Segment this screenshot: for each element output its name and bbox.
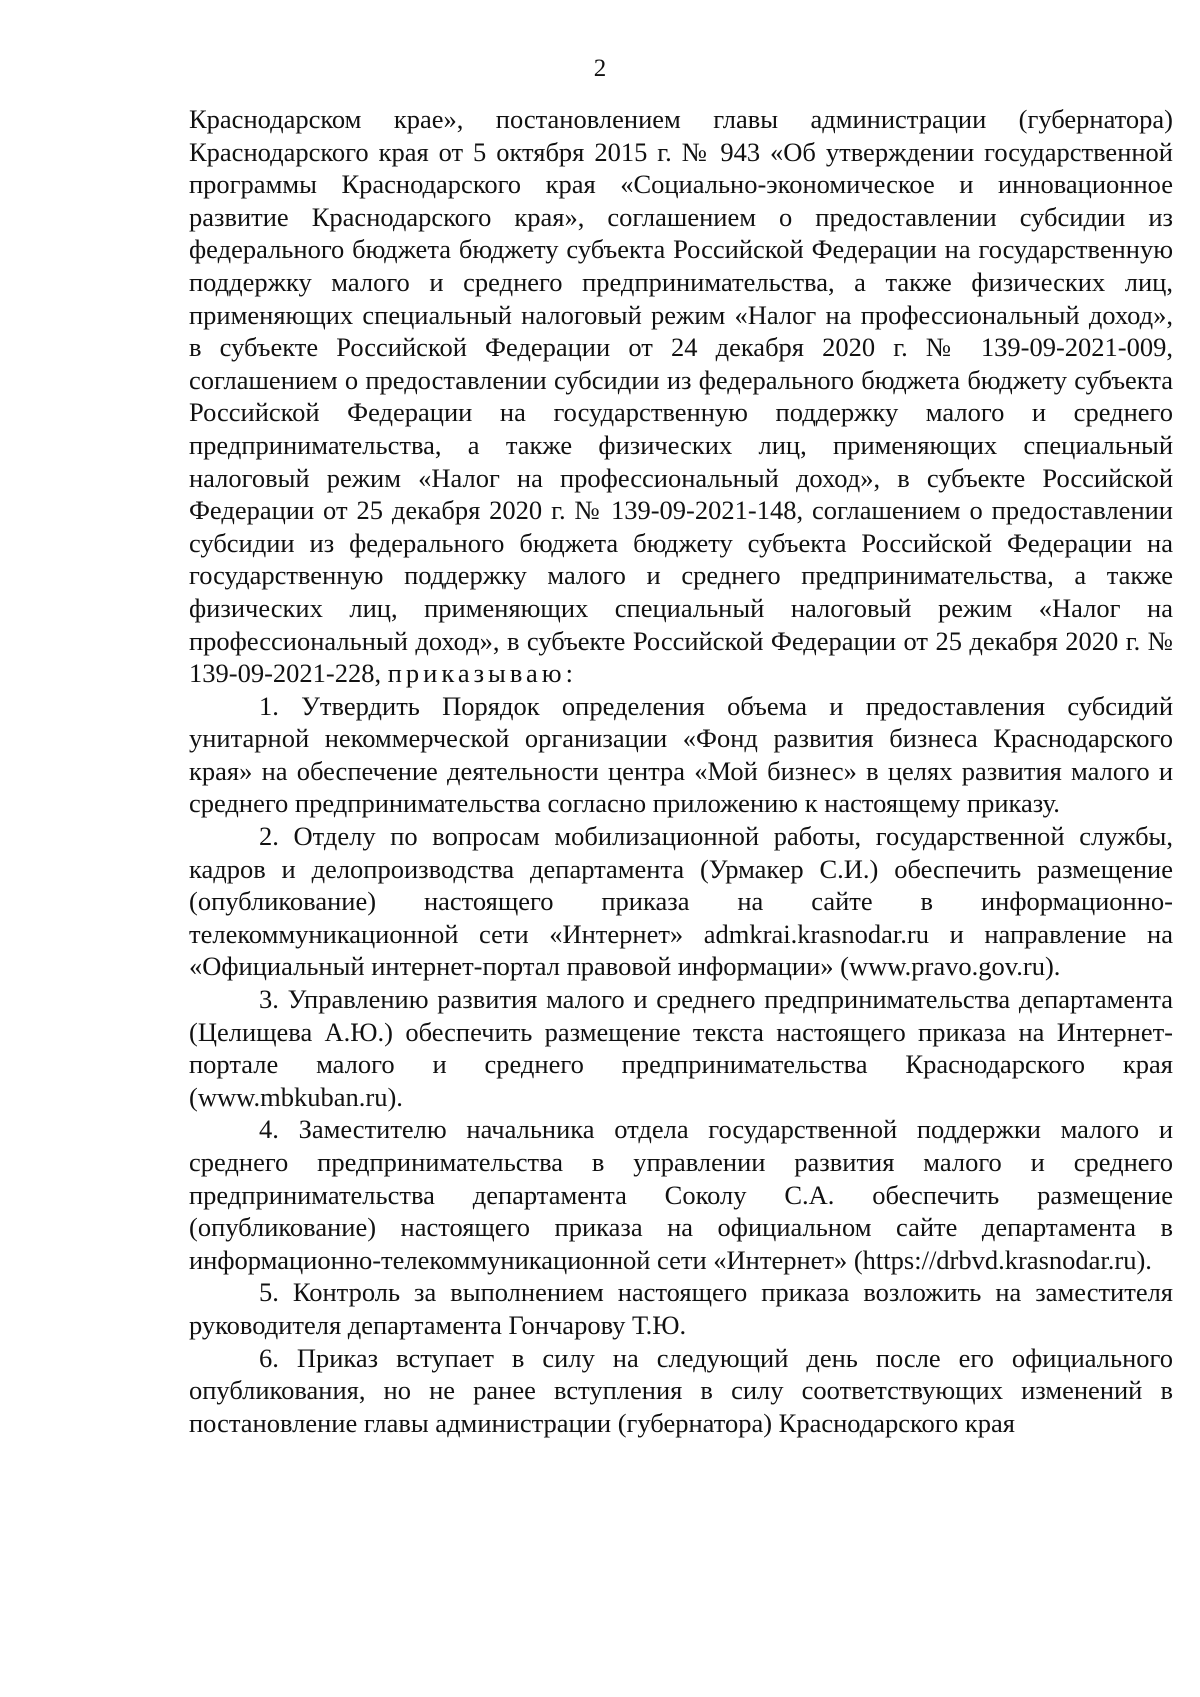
order-word: приказываю: (387, 658, 577, 689)
intro-text: Краснодарском крае», постановлением главы администрации (губернатора) Краснодарского края от 5 октября 2015 г. № 943 «Об утверждении государственной программы Краснодарского края «Социально-экономическое и инновационное развитие Краснодарского края», соглашением о предоставлении субсидии из федерального бюджета бюджету субъекта Российской Федерации на государственную поддержку малого и среднего предпринимательства, а также физических лиц, применяющих специальный налоговый режим «Налог на профессиональный доход», в субъекте Российской Федерации от 24 декабря 2020 г. № 139-09-2021-009, соглашением о предоставлении субсидии из федерального бюджета бюджету субъекта Российской Федерации на государственную поддержку малого и среднего предпринимательства, а также физических лиц, применяющих специальный налоговый режим «Налог на профессиональный доход», в субъекте Российской Федерации от 25 декабря 2020 г. № 139-09-2021-148, соглашением о предоставлении субсидии из федерального бюджета бюджету субъекта Российской Федерации на государственную поддержку малого и среднего предпринимательства, а также физических лиц, применяющих специальный налоговый режим «Налог на профессиональный доход», в субъекте Российской Федерации от 25 декабря 2020 г. № 139-09-2021-228, (189, 104, 1173, 689)
order-item-4: 4. Заместителю начальника отдела государственной поддержки малого и среднего предпринимательства в управлении развития малого и среднего предпринимательства департамента Соколу С.А. обеспечить размещение (опубликование) настоящего приказа на официальном сайте департамента в информационно-телекоммуникационной сети «Интернет» (https://drbvd.krasnodar.ru). (189, 1114, 1173, 1275)
order-item-2: 2. Отделу по вопросам мобилизационной работы, государственной службы, кадров и делопроизводства департамента (Урмакер С.И.) обеспечить размещение (опубликование) настоящего приказа на сайте в информационно-телекоммуникационной сети «Интернет» admkrai.krasnodar.ru и направление на «Официальный интернет-портал правовой информации» (www.pravo.gov.ru). (189, 821, 1173, 982)
order-item-5: 5. Контроль за выполнением настоящего приказа возложить на заместителя руководителя департамента Гончарову Т.Ю. (189, 1277, 1173, 1340)
order-item-3: 3. Управлению развития малого и среднего предпринимательства департамента (Целищева А.Ю.) обеспечить размещение текста настоящего приказа на Интернет-портале малого и среднего предпринимательства Краснодарского края (www.mbkuban.ru). (189, 984, 1173, 1112)
document-body (189, 103, 1173, 1439)
page-number: 2 (593, 55, 607, 82)
order-item-1: 1. Утвердить Порядок определения объема и предоставления субсидий унитарной некоммерческой организации «Фонд развития бизнеса Краснодарского края» на обеспечение деятельности центра «Мой бизнес» в целях развития малого и среднего предпринимательства согласно приложению к настоящему приказу. (189, 690, 1173, 819)
intro-paragraph (189, 103, 1173, 690)
order-item-6: 6. Приказ вступает в силу на следующий день после его официального опубликования, но не ранее вступления в силу соответствующих изменений в постановление главы администрации (губернатора) Краснодарского края (189, 1342, 1173, 1438)
